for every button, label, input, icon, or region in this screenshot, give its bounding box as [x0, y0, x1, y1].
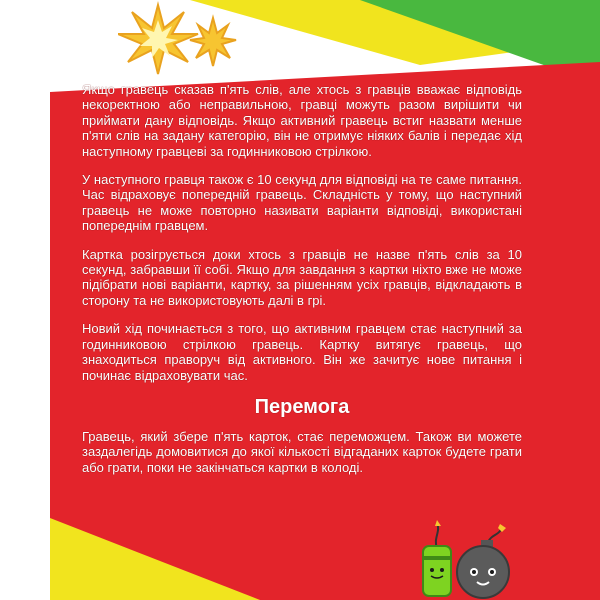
explosion-burst-icon	[118, 0, 238, 80]
rule-paragraph: Новий хід починається з того, що активним гравцем стає наступний за годинниковою стрілкою гравець. Картку витягує гравець, що знаходиться праворуч від активного. Він же зачитує нове питання і починає відраховувати час.	[82, 321, 522, 383]
bomb-icon	[448, 524, 518, 600]
victory-heading: Перемога	[254, 395, 350, 418]
rule-paragraph: Картка розігрується доки хтось з гравців не назве п'ять слів за 10 секунд, забравши її собі. Якщо для завдання з картки ніхто вже не може підібрати нові варіанти, картку, за рішенням усіх гравців, відкладають в сторону та не використовують далі в грі.	[82, 246, 522, 308]
rule-paragraph: У наступного гравця також є 10 секунд для відповіді на те саме питання. Час відраховує попередній гравець. Складність у тому, що наступний гравець не може повторно називати варіанти відповіді, використані попереднім гравцем.	[82, 172, 522, 234]
rules-text	[82, 82, 522, 488]
rule-paragraph: Якщо гравець сказав п'ять слів, але хтось з гравців вважає відповідь некоректною або неправильною, гравці можуть разом вирішити чи приймати дану відповідь. Якщо активний гравець встиг назвати менше п'яти слів на задану категорію, він не отримує ніяких балів і передає хід наступному гравцеві за годинниковою стрілкою.	[82, 82, 522, 159]
victory-paragraph: Гравець, який збере п'ять карток, стає переможцем. Також ви можете заздалегідь домовитися до якої кількості відгаданих карток будете грати або грати, поки не закінчаться картки в колоді.	[82, 428, 522, 475]
